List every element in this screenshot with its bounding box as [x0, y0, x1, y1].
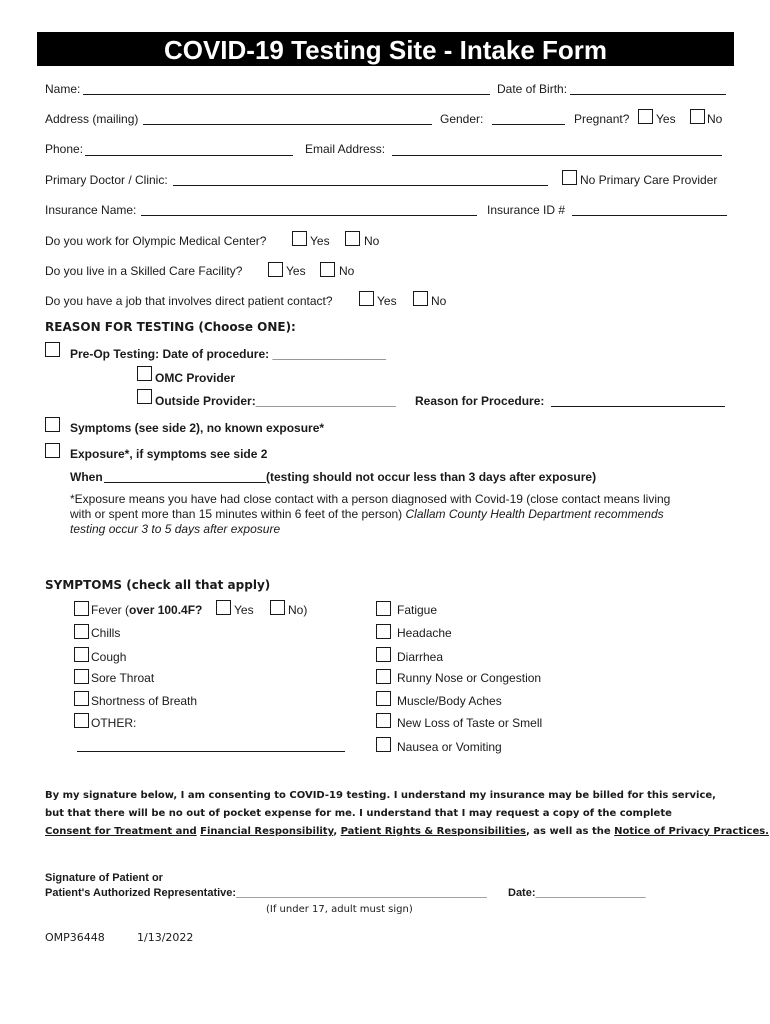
insurance-name-label: Insurance Name:	[45, 203, 137, 217]
sore-throat-checkbox[interactable]	[74, 669, 89, 684]
reason-procedure-label: Reason for Procedure:	[415, 394, 545, 408]
health-dept-note: Clallam County Health Department recommends	[405, 507, 664, 521]
no-primary-label: No Primary Care Provider	[580, 173, 718, 187]
name-field[interactable]	[83, 94, 490, 95]
direct-yes-checkbox[interactable]	[359, 291, 374, 306]
muscle-aches-label: Muscle/Body Aches	[397, 694, 502, 708]
runny-nose-checkbox[interactable]	[376, 669, 391, 684]
reason-heading: REASON FOR TESTING (Choose ONE):	[45, 320, 296, 334]
form-title: COVID-19 Testing Site - Intake Form	[37, 32, 734, 66]
gender-field[interactable]	[492, 124, 565, 125]
sore-throat-label: Sore Throat	[91, 671, 155, 685]
pregnant-yes-label: Yes	[656, 112, 676, 126]
insurance-id-label: Insurance ID #	[487, 203, 566, 217]
other-field[interactable]	[77, 751, 345, 752]
symptoms-option-label: Symptoms (see side 2), no known exposure*	[70, 421, 325, 435]
insurance-name-field[interactable]	[141, 215, 477, 216]
olympic-question: Do you work for Olympic Medical Center?	[45, 234, 267, 248]
omc-provider-checkbox[interactable]	[137, 366, 152, 381]
phone-label: Phone:	[45, 142, 84, 156]
fever-no-checkbox[interactable]	[270, 600, 285, 615]
exposure-note-line2	[70, 507, 664, 521]
no-primary-checkbox[interactable]	[562, 170, 577, 185]
exposure-note-line2-text: with or spent more than 15 minutes within 6 feet of the person)	[70, 507, 406, 521]
pregnant-no-checkbox[interactable]	[690, 109, 705, 124]
preop-label: Pre-Op Testing: Date of procedure: _________________	[70, 347, 386, 361]
consent-comma: ,	[333, 826, 338, 837]
symptoms-heading: SYMPTOMS (check all that apply)	[45, 578, 271, 592]
skilled-question: Do you live in a Skilled Care Facility?	[45, 264, 243, 278]
fever-label-text: Fever (	[91, 603, 130, 617]
email-field[interactable]	[392, 155, 722, 156]
consent-line3	[45, 826, 769, 837]
doctor-label: Primary Doctor / Clinic:	[45, 173, 168, 187]
skilled-no-label: No	[339, 264, 355, 278]
direct-no-label: No	[431, 294, 447, 308]
taste-smell-label: New Loss of Taste or Smell	[397, 716, 543, 730]
signature-date[interactable]: Date:__________________	[508, 887, 646, 899]
direct-question: Do you have a job that involves direct patient contact?	[45, 294, 333, 308]
outside-provider-label: Outside Provider:_____________________	[155, 394, 396, 408]
pregnant-yes-checkbox[interactable]	[638, 109, 653, 124]
email-label: Email Address:	[305, 142, 386, 156]
omc-provider-label: OMC Provider	[155, 371, 236, 385]
name-label: Name:	[45, 82, 81, 96]
form-code: OMP36448	[45, 931, 105, 944]
cough-checkbox[interactable]	[74, 647, 89, 662]
when-field[interactable]	[104, 482, 266, 483]
chills-label: Chills	[91, 626, 121, 640]
skilled-yes-label: Yes	[286, 264, 306, 278]
fatigue-checkbox[interactable]	[376, 601, 391, 616]
address-field[interactable]	[143, 124, 432, 125]
direct-no-checkbox[interactable]	[413, 291, 428, 306]
olympic-no-label: No	[364, 234, 380, 248]
fever-no-label: No)	[288, 603, 308, 617]
exposure-note-line3: testing occur 3 to 5 days after exposure	[70, 522, 281, 536]
address-label: Address (mailing)	[45, 112, 139, 126]
patient-rights-link[interactable]: Patient Rights & Responsibilities	[340, 826, 526, 837]
shortness-breath-label: Shortness of Breath	[91, 694, 198, 708]
cough-label: Cough	[91, 650, 127, 664]
muscle-aches-checkbox[interactable]	[376, 691, 391, 706]
diarrhea-label: Diarrhea	[397, 650, 444, 664]
chills-checkbox[interactable]	[74, 624, 89, 639]
privacy-practices-link[interactable]: Notice of Privacy Practices.	[614, 826, 769, 837]
headache-label: Headache	[397, 626, 452, 640]
olympic-yes-checkbox[interactable]	[292, 231, 307, 246]
pregnant-no-label: No	[707, 112, 723, 126]
shortness-breath-checkbox[interactable]	[74, 691, 89, 706]
fever-yes-label: Yes	[234, 603, 254, 617]
pregnant-label: Pregnant?	[574, 112, 630, 126]
fever-checkbox[interactable]	[74, 601, 89, 616]
signature-note: (If under 17, adult must sign)	[266, 904, 413, 915]
olympic-no-checkbox[interactable]	[345, 231, 360, 246]
skilled-no-checkbox[interactable]	[320, 262, 335, 277]
exposure-note-line1: *Exposure means you have had close contact with a person diagnosed with Covid-19 (close contact means living	[70, 492, 671, 506]
olympic-yes-label: Yes	[310, 234, 330, 248]
fever-yes-checkbox[interactable]	[216, 600, 231, 615]
when-label: When	[70, 470, 103, 484]
other-checkbox[interactable]	[74, 713, 89, 728]
fever-label	[91, 603, 202, 617]
nausea-label: Nausea or Vomiting	[397, 740, 502, 754]
direct-yes-label: Yes	[377, 294, 397, 308]
headache-checkbox[interactable]	[376, 624, 391, 639]
consent-treatment-link[interactable]: Consent for Treatment and	[45, 826, 197, 837]
exposure-option-checkbox[interactable]	[45, 443, 60, 458]
financial-responsibility-link[interactable]: Financial Responsibility	[200, 826, 334, 837]
fever-threshold: over 100.4F?	[129, 603, 203, 617]
nausea-checkbox[interactable]	[376, 737, 391, 752]
fatigue-label: Fatigue	[397, 603, 438, 617]
taste-smell-checkbox[interactable]	[376, 713, 391, 728]
consent-line1: By my signature below, I am consenting to COVID-19 testing. I understand my insurance may be billed for this service,	[45, 790, 716, 801]
consent-as-well: , as well as the	[525, 826, 611, 837]
exposure-option-label: Exposure*, if symptoms see side 2	[70, 447, 268, 461]
runny-nose-label: Runny Nose or Congestion	[397, 671, 542, 685]
phone-field[interactable]	[85, 155, 293, 156]
insurance-id-field[interactable]	[572, 215, 727, 216]
gender-label: Gender:	[440, 112, 484, 126]
signature-label-line1: Signature of Patient or	[45, 872, 163, 884]
when-note: (testing should not occur less than 3 days after exposure)	[266, 470, 597, 484]
doctor-field[interactable]	[173, 185, 548, 186]
other-label: OTHER:	[91, 716, 137, 730]
dob-field[interactable]	[570, 94, 726, 95]
outside-provider-checkbox[interactable]	[137, 389, 152, 404]
form-date: 1/13/2022	[137, 931, 194, 944]
preop-checkbox[interactable]	[45, 342, 60, 357]
symptoms-option-checkbox[interactable]	[45, 417, 60, 432]
reason-procedure-field[interactable]	[551, 406, 725, 407]
skilled-yes-checkbox[interactable]	[268, 262, 283, 277]
signature-label-line2[interactable]: Patient's Authorized Representative:_________________________________________	[45, 887, 487, 899]
dob-label: Date of Birth:	[497, 82, 568, 96]
diarrhea-checkbox[interactable]	[376, 647, 391, 662]
consent-line2: but that there will be no out of pocket expense for me. I understand that I may request a copy of the complete	[45, 808, 672, 819]
